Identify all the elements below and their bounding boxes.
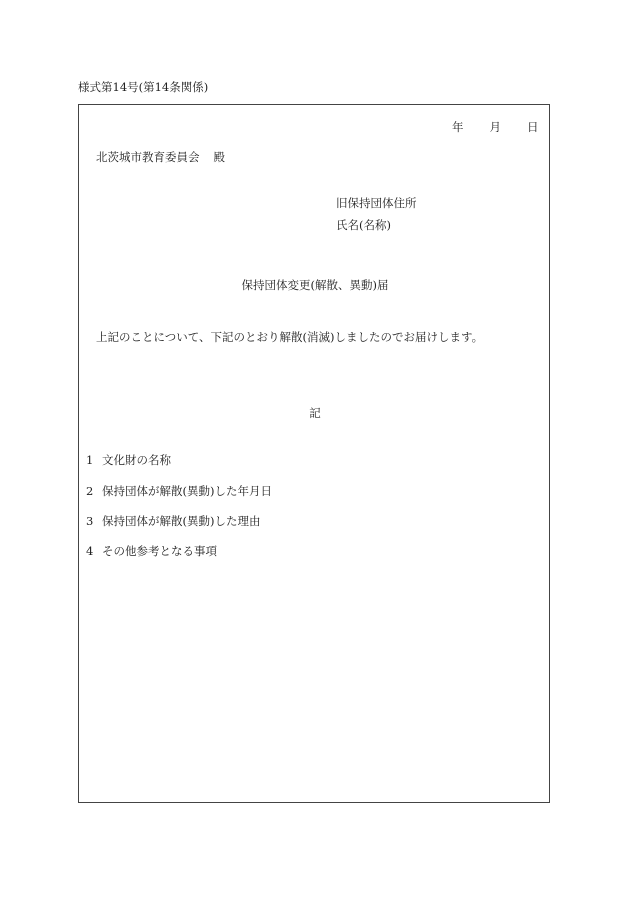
recipient-name: 北茨城市教育委員会 [96,150,200,164]
ki-heading: 記 [309,406,321,420]
recipient-line [96,152,225,164]
form-number-label: 様式第14号(第14条関係) [78,80,209,94]
list-item [86,486,272,498]
list-item [86,516,260,528]
recipient-honorific: 殿 [213,150,225,164]
item-number: 4 [86,544,94,558]
applicant-address-label: 旧保持団体住所 [336,196,417,210]
date-year-label: 年 [452,120,464,134]
list-item [86,455,171,467]
item-text: 保持団体が解散(異動)した年月日 [102,484,272,498]
list-item [86,546,217,558]
item-text: 保持団体が解散(異動)した理由 [102,514,261,528]
item-number: 1 [86,453,94,467]
document-title: 保持団体変更(解散、異動)届 [241,278,389,292]
body-text: 上記のことについて、下記のとおり解散(消滅)しましたのでお届けします。 [96,330,484,344]
date-month-label: 月 [489,120,501,134]
date-line [452,122,539,134]
item-number: 2 [86,484,94,498]
date-day-label: 日 [527,120,539,134]
applicant-name-label: 氏名(名称) [336,218,391,232]
item-text: その他参考となる事項 [102,544,217,558]
item-text: 文化財の名称 [102,453,171,467]
item-number: 3 [86,514,94,528]
